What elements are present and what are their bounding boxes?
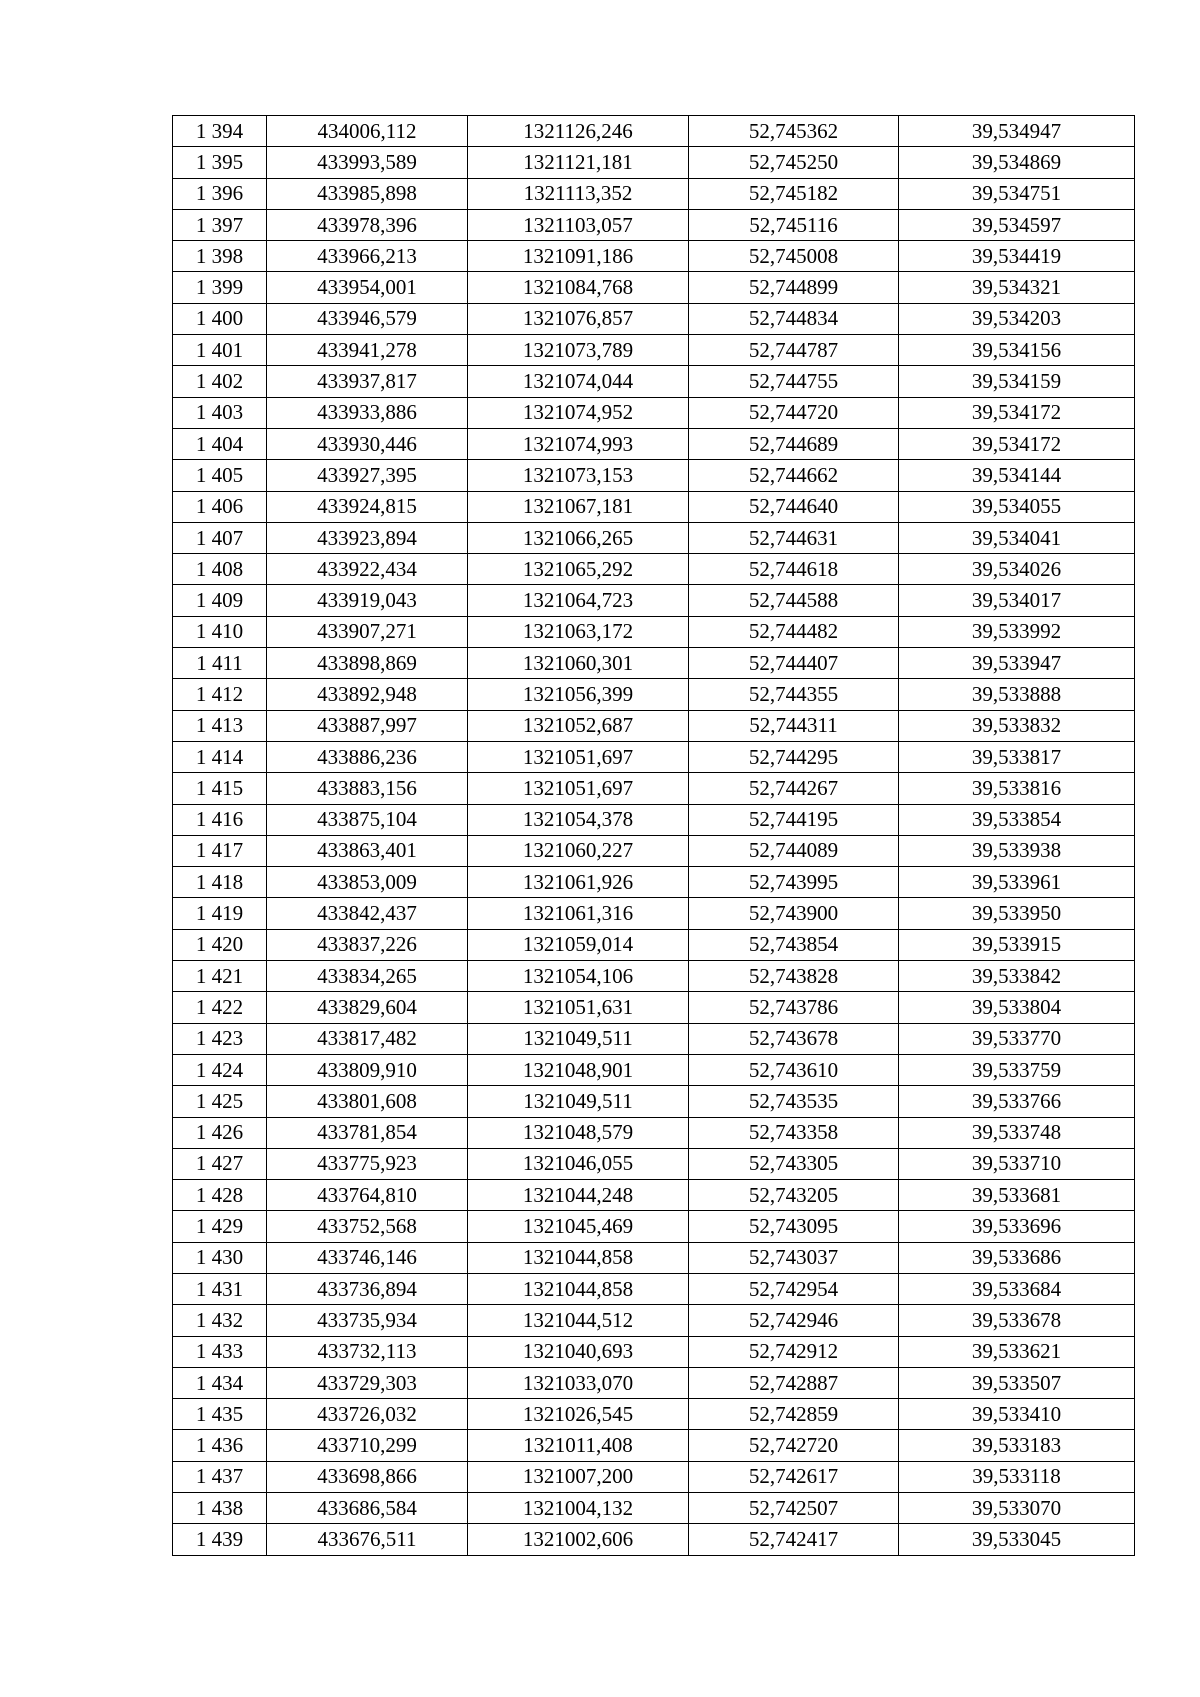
longitude-cell: 39,534026 [899, 554, 1135, 585]
longitude-cell: 39,534156 [899, 335, 1135, 366]
x-coordinate-cell: 433930,446 [267, 428, 468, 459]
table-row [173, 1117, 1135, 1148]
x-coordinate-cell: 433927,395 [267, 460, 468, 491]
y-coordinate-cell: 1321064,723 [468, 585, 689, 616]
point-number-cell: 1 410 [173, 616, 267, 647]
x-coordinate-cell: 433922,434 [267, 554, 468, 585]
table-row [173, 241, 1135, 272]
point-number-cell: 1 428 [173, 1180, 267, 1211]
longitude-cell: 39,533770 [899, 1023, 1135, 1054]
x-coordinate-cell: 433883,156 [267, 773, 468, 804]
point-number-cell: 1 423 [173, 1023, 267, 1054]
y-coordinate-cell: 1321060,301 [468, 648, 689, 679]
y-coordinate-cell: 1321026,545 [468, 1399, 689, 1430]
longitude-cell: 39,534017 [899, 585, 1135, 616]
y-coordinate-cell: 1321061,316 [468, 898, 689, 929]
x-coordinate-cell: 433978,396 [267, 209, 468, 240]
table-row [173, 929, 1135, 960]
y-coordinate-cell: 1321044,858 [468, 1273, 689, 1304]
x-coordinate-cell: 433923,894 [267, 522, 468, 553]
longitude-cell: 39,533804 [899, 992, 1135, 1023]
latitude-cell: 52,743358 [689, 1117, 899, 1148]
point-number-cell: 1 411 [173, 648, 267, 679]
table-row [173, 209, 1135, 240]
table-row [173, 303, 1135, 334]
latitude-cell: 52,744689 [689, 428, 899, 459]
point-number-cell: 1 432 [173, 1305, 267, 1336]
latitude-cell: 52,744631 [689, 522, 899, 553]
point-number-cell: 1 416 [173, 804, 267, 835]
x-coordinate-cell: 433933,886 [267, 397, 468, 428]
point-number-cell: 1 424 [173, 1054, 267, 1085]
table-row [173, 522, 1135, 553]
table-row [173, 554, 1135, 585]
longitude-cell: 39,533507 [899, 1367, 1135, 1398]
latitude-cell: 52,744899 [689, 272, 899, 303]
point-number-cell: 1 422 [173, 992, 267, 1023]
latitude-cell: 52,745116 [689, 209, 899, 240]
latitude-cell: 52,744355 [689, 679, 899, 710]
y-coordinate-cell: 1321054,378 [468, 804, 689, 835]
point-number-cell: 1 438 [173, 1493, 267, 1524]
latitude-cell: 52,745008 [689, 241, 899, 272]
table-row [173, 272, 1135, 303]
longitude-cell: 39,534159 [899, 366, 1135, 397]
latitude-cell: 52,744834 [689, 303, 899, 334]
latitude-cell: 52,743995 [689, 867, 899, 898]
latitude-cell: 52,744618 [689, 554, 899, 585]
x-coordinate-cell: 433985,898 [267, 178, 468, 209]
longitude-cell: 39,534947 [899, 116, 1135, 147]
latitude-cell: 52,742946 [689, 1305, 899, 1336]
y-coordinate-cell: 1321049,511 [468, 1023, 689, 1054]
point-number-cell: 1 407 [173, 522, 267, 553]
y-coordinate-cell: 1321033,070 [468, 1367, 689, 1398]
longitude-cell: 39,534144 [899, 460, 1135, 491]
table-row [173, 1211, 1135, 1242]
longitude-cell: 39,533710 [899, 1148, 1135, 1179]
table-row [173, 116, 1135, 147]
table-row [173, 397, 1135, 428]
longitude-cell: 39,533748 [899, 1117, 1135, 1148]
y-coordinate-cell: 1321073,789 [468, 335, 689, 366]
point-number-cell: 1 434 [173, 1367, 267, 1398]
latitude-cell: 52,743610 [689, 1054, 899, 1085]
y-coordinate-cell: 1321048,579 [468, 1117, 689, 1148]
latitude-cell: 52,744311 [689, 710, 899, 741]
longitude-cell: 39,534203 [899, 303, 1135, 334]
point-number-cell: 1 412 [173, 679, 267, 710]
point-number-cell: 1 418 [173, 867, 267, 898]
longitude-cell: 39,534321 [899, 272, 1135, 303]
table-row [173, 679, 1135, 710]
longitude-cell: 39,533938 [899, 835, 1135, 866]
y-coordinate-cell: 1321048,901 [468, 1054, 689, 1085]
table-row [173, 616, 1135, 647]
longitude-cell: 39,533961 [899, 867, 1135, 898]
longitude-cell: 39,534172 [899, 428, 1135, 459]
y-coordinate-cell: 1321074,044 [468, 366, 689, 397]
y-coordinate-cell: 1321051,697 [468, 741, 689, 772]
y-coordinate-cell: 1321126,246 [468, 116, 689, 147]
table-row [173, 1430, 1135, 1461]
y-coordinate-cell: 1321011,408 [468, 1430, 689, 1461]
longitude-cell: 39,533816 [899, 773, 1135, 804]
latitude-cell: 52,743037 [689, 1242, 899, 1273]
y-coordinate-cell: 1321113,352 [468, 178, 689, 209]
latitude-cell: 52,744267 [689, 773, 899, 804]
longitude-cell: 39,533842 [899, 961, 1135, 992]
x-coordinate-cell: 433817,482 [267, 1023, 468, 1054]
point-number-cell: 1 400 [173, 303, 267, 334]
table-row [173, 773, 1135, 804]
table-row [173, 835, 1135, 866]
longitude-cell: 39,534597 [899, 209, 1135, 240]
x-coordinate-cell: 433837,226 [267, 929, 468, 960]
y-coordinate-cell: 1321060,227 [468, 835, 689, 866]
x-coordinate-cell: 433729,303 [267, 1367, 468, 1398]
x-coordinate-cell: 433853,009 [267, 867, 468, 898]
longitude-cell: 39,533621 [899, 1336, 1135, 1367]
table-row [173, 741, 1135, 772]
longitude-cell: 39,533684 [899, 1273, 1135, 1304]
table-row [173, 1493, 1135, 1524]
longitude-cell: 39,533947 [899, 648, 1135, 679]
table-row [173, 648, 1135, 679]
longitude-cell: 39,534041 [899, 522, 1135, 553]
latitude-cell: 52,742912 [689, 1336, 899, 1367]
latitude-cell: 52,742617 [689, 1461, 899, 1492]
latitude-cell: 52,744407 [689, 648, 899, 679]
y-coordinate-cell: 1321073,153 [468, 460, 689, 491]
latitude-cell: 52,743678 [689, 1023, 899, 1054]
point-number-cell: 1 399 [173, 272, 267, 303]
y-coordinate-cell: 1321052,687 [468, 710, 689, 741]
point-number-cell: 1 414 [173, 741, 267, 772]
x-coordinate-cell: 433809,910 [267, 1054, 468, 1085]
y-coordinate-cell: 1321091,186 [468, 241, 689, 272]
table-row [173, 147, 1135, 178]
latitude-cell: 52,743854 [689, 929, 899, 960]
x-coordinate-cell: 433801,608 [267, 1086, 468, 1117]
x-coordinate-cell: 433937,817 [267, 366, 468, 397]
table-row [173, 1367, 1135, 1398]
y-coordinate-cell: 1321049,511 [468, 1086, 689, 1117]
table-row [173, 335, 1135, 366]
point-number-cell: 1 426 [173, 1117, 267, 1148]
longitude-cell: 39,533070 [899, 1493, 1135, 1524]
latitude-cell: 52,743786 [689, 992, 899, 1023]
x-coordinate-cell: 433887,997 [267, 710, 468, 741]
y-coordinate-cell: 1321076,857 [468, 303, 689, 334]
longitude-cell: 39,534419 [899, 241, 1135, 272]
longitude-cell: 39,534869 [899, 147, 1135, 178]
table-row [173, 1242, 1135, 1273]
longitude-cell: 39,533888 [899, 679, 1135, 710]
x-coordinate-cell: 433834,265 [267, 961, 468, 992]
longitude-cell: 39,533696 [899, 1211, 1135, 1242]
y-coordinate-cell: 1321065,292 [468, 554, 689, 585]
y-coordinate-cell: 1321051,697 [468, 773, 689, 804]
point-number-cell: 1 401 [173, 335, 267, 366]
latitude-cell: 52,744195 [689, 804, 899, 835]
x-coordinate-cell: 433907,271 [267, 616, 468, 647]
latitude-cell: 52,742954 [689, 1273, 899, 1304]
x-coordinate-cell: 433732,113 [267, 1336, 468, 1367]
coordinates-table [172, 115, 1135, 1556]
point-number-cell: 1 430 [173, 1242, 267, 1273]
x-coordinate-cell: 433746,146 [267, 1242, 468, 1273]
latitude-cell: 52,744720 [689, 397, 899, 428]
x-coordinate-cell: 433829,604 [267, 992, 468, 1023]
longitude-cell: 39,533681 [899, 1180, 1135, 1211]
table-row [173, 428, 1135, 459]
y-coordinate-cell: 1321074,952 [468, 397, 689, 428]
x-coordinate-cell: 433710,299 [267, 1430, 468, 1461]
point-number-cell: 1 417 [173, 835, 267, 866]
point-number-cell: 1 419 [173, 898, 267, 929]
x-coordinate-cell: 433966,213 [267, 241, 468, 272]
y-coordinate-cell: 1321044,858 [468, 1242, 689, 1273]
longitude-cell: 39,533045 [899, 1524, 1135, 1555]
x-coordinate-cell: 433726,032 [267, 1399, 468, 1430]
table-row [173, 585, 1135, 616]
latitude-cell: 52,744662 [689, 460, 899, 491]
y-coordinate-cell: 1321103,057 [468, 209, 689, 240]
y-coordinate-cell: 1321004,132 [468, 1493, 689, 1524]
longitude-cell: 39,533118 [899, 1461, 1135, 1492]
table-row [173, 460, 1135, 491]
y-coordinate-cell: 1321074,993 [468, 428, 689, 459]
x-coordinate-cell: 433863,401 [267, 835, 468, 866]
table-row [173, 804, 1135, 835]
point-number-cell: 1 409 [173, 585, 267, 616]
x-coordinate-cell: 433875,104 [267, 804, 468, 835]
y-coordinate-cell: 1321067,181 [468, 491, 689, 522]
point-number-cell: 1 429 [173, 1211, 267, 1242]
y-coordinate-cell: 1321051,631 [468, 992, 689, 1023]
point-number-cell: 1 439 [173, 1524, 267, 1555]
y-coordinate-cell: 1321044,248 [468, 1180, 689, 1211]
latitude-cell: 52,743305 [689, 1148, 899, 1179]
y-coordinate-cell: 1321059,014 [468, 929, 689, 960]
y-coordinate-cell: 1321040,693 [468, 1336, 689, 1367]
latitude-cell: 52,742720 [689, 1430, 899, 1461]
y-coordinate-cell: 1321046,055 [468, 1148, 689, 1179]
point-number-cell: 1 427 [173, 1148, 267, 1179]
x-coordinate-cell: 433954,001 [267, 272, 468, 303]
x-coordinate-cell: 434006,112 [267, 116, 468, 147]
table-row [173, 710, 1135, 741]
latitude-cell: 52,743205 [689, 1180, 899, 1211]
table-row [173, 1336, 1135, 1367]
table-row [173, 1524, 1135, 1555]
longitude-cell: 39,533183 [899, 1430, 1135, 1461]
longitude-cell: 39,533678 [899, 1305, 1135, 1336]
x-coordinate-cell: 433752,568 [267, 1211, 468, 1242]
x-coordinate-cell: 433993,589 [267, 147, 468, 178]
latitude-cell: 52,744295 [689, 741, 899, 772]
point-number-cell: 1 408 [173, 554, 267, 585]
y-coordinate-cell: 1321007,200 [468, 1461, 689, 1492]
longitude-cell: 39,533992 [899, 616, 1135, 647]
longitude-cell: 39,533759 [899, 1054, 1135, 1085]
point-number-cell: 1 431 [173, 1273, 267, 1304]
y-coordinate-cell: 1321084,768 [468, 272, 689, 303]
point-number-cell: 1 413 [173, 710, 267, 741]
x-coordinate-cell: 433735,934 [267, 1305, 468, 1336]
x-coordinate-cell: 433946,579 [267, 303, 468, 334]
point-number-cell: 1 403 [173, 397, 267, 428]
point-number-cell: 1 437 [173, 1461, 267, 1492]
latitude-cell: 52,744787 [689, 335, 899, 366]
point-number-cell: 1 405 [173, 460, 267, 491]
point-number-cell: 1 421 [173, 961, 267, 992]
x-coordinate-cell: 433736,894 [267, 1273, 468, 1304]
y-coordinate-cell: 1321066,265 [468, 522, 689, 553]
table-row [173, 867, 1135, 898]
point-number-cell: 1 420 [173, 929, 267, 960]
latitude-cell: 52,744755 [689, 366, 899, 397]
latitude-cell: 52,744089 [689, 835, 899, 866]
longitude-cell: 39,533817 [899, 741, 1135, 772]
x-coordinate-cell: 433941,278 [267, 335, 468, 366]
latitude-cell: 52,745362 [689, 116, 899, 147]
longitude-cell: 39,534751 [899, 178, 1135, 209]
x-coordinate-cell: 433892,948 [267, 679, 468, 710]
table-row [173, 1148, 1135, 1179]
longitude-cell: 39,533854 [899, 804, 1135, 835]
x-coordinate-cell: 433686,584 [267, 1493, 468, 1524]
latitude-cell: 52,742417 [689, 1524, 899, 1555]
table-row [173, 961, 1135, 992]
latitude-cell: 52,745250 [689, 147, 899, 178]
latitude-cell: 52,744482 [689, 616, 899, 647]
x-coordinate-cell: 433842,437 [267, 898, 468, 929]
point-number-cell: 1 395 [173, 147, 267, 178]
x-coordinate-cell: 433698,866 [267, 1461, 468, 1492]
point-number-cell: 1 397 [173, 209, 267, 240]
table-row [173, 1273, 1135, 1304]
point-number-cell: 1 406 [173, 491, 267, 522]
table-row [173, 1023, 1135, 1054]
coordinates-table-body [173, 116, 1135, 1556]
y-coordinate-cell: 1321061,926 [468, 867, 689, 898]
longitude-cell: 39,533766 [899, 1086, 1135, 1117]
latitude-cell: 52,743900 [689, 898, 899, 929]
point-number-cell: 1 433 [173, 1336, 267, 1367]
x-coordinate-cell: 433924,815 [267, 491, 468, 522]
table-row [173, 992, 1135, 1023]
latitude-cell: 52,743095 [689, 1211, 899, 1242]
point-number-cell: 1 402 [173, 366, 267, 397]
x-coordinate-cell: 433919,043 [267, 585, 468, 616]
latitude-cell: 52,744640 [689, 491, 899, 522]
x-coordinate-cell: 433886,236 [267, 741, 468, 772]
point-number-cell: 1 425 [173, 1086, 267, 1117]
table-row [173, 491, 1135, 522]
point-number-cell: 1 396 [173, 178, 267, 209]
x-coordinate-cell: 433781,854 [267, 1117, 468, 1148]
y-coordinate-cell: 1321002,606 [468, 1524, 689, 1555]
longitude-cell: 39,534172 [899, 397, 1135, 428]
latitude-cell: 52,742859 [689, 1399, 899, 1430]
longitude-cell: 39,533950 [899, 898, 1135, 929]
latitude-cell: 52,742887 [689, 1367, 899, 1398]
y-coordinate-cell: 1321121,181 [468, 147, 689, 178]
y-coordinate-cell: 1321045,469 [468, 1211, 689, 1242]
point-number-cell: 1 435 [173, 1399, 267, 1430]
latitude-cell: 52,743828 [689, 961, 899, 992]
table-row [173, 1305, 1135, 1336]
longitude-cell: 39,534055 [899, 491, 1135, 522]
y-coordinate-cell: 1321063,172 [468, 616, 689, 647]
table-row [173, 1086, 1135, 1117]
latitude-cell: 52,742507 [689, 1493, 899, 1524]
longitude-cell: 39,533915 [899, 929, 1135, 960]
longitude-cell: 39,533410 [899, 1399, 1135, 1430]
point-number-cell: 1 436 [173, 1430, 267, 1461]
y-coordinate-cell: 1321044,512 [468, 1305, 689, 1336]
latitude-cell: 52,744588 [689, 585, 899, 616]
y-coordinate-cell: 1321054,106 [468, 961, 689, 992]
longitude-cell: 39,533832 [899, 710, 1135, 741]
table-row [173, 1180, 1135, 1211]
latitude-cell: 52,743535 [689, 1086, 899, 1117]
point-number-cell: 1 398 [173, 241, 267, 272]
x-coordinate-cell: 433764,810 [267, 1180, 468, 1211]
table-row [173, 366, 1135, 397]
point-number-cell: 1 404 [173, 428, 267, 459]
table-row [173, 1399, 1135, 1430]
x-coordinate-cell: 433775,923 [267, 1148, 468, 1179]
longitude-cell: 39,533686 [899, 1242, 1135, 1273]
x-coordinate-cell: 433898,869 [267, 648, 468, 679]
point-number-cell: 1 415 [173, 773, 267, 804]
table-row [173, 1054, 1135, 1085]
latitude-cell: 52,745182 [689, 178, 899, 209]
y-coordinate-cell: 1321056,399 [468, 679, 689, 710]
table-row [173, 178, 1135, 209]
table-row [173, 898, 1135, 929]
table-row [173, 1461, 1135, 1492]
point-number-cell: 1 394 [173, 116, 267, 147]
x-coordinate-cell: 433676,511 [267, 1524, 468, 1555]
